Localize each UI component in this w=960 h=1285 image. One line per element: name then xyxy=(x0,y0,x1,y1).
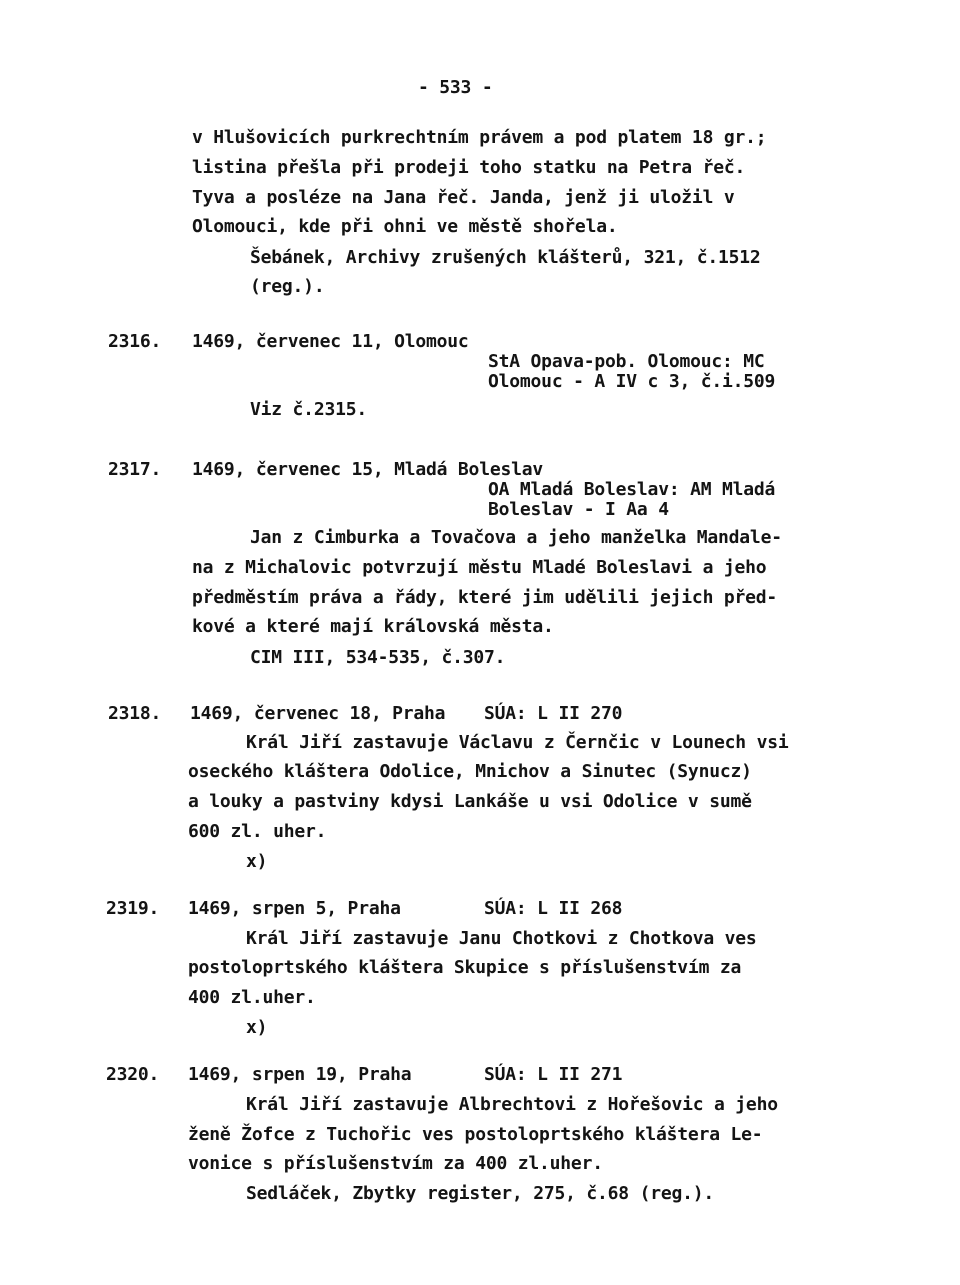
entry-archive: SÚA: L II 268 xyxy=(484,898,623,919)
entry-body-line: kové a které mají královská města. xyxy=(192,616,554,637)
entry-number: 2318. xyxy=(108,703,162,724)
carryover-line: Tyva a posléze na Jana řeč. Janda, jenž ji uložil v xyxy=(192,187,735,208)
entry-archive: SÚA: L II 271 xyxy=(484,1064,623,1085)
entry-body-line: 600 zl. uher. xyxy=(188,821,327,842)
entry-citation: Viz č.2315. xyxy=(250,399,368,420)
carryover-citation: Šebánek, Archivy zrušených klášterů, 321, č.1512 xyxy=(250,247,761,268)
entry-body-line: ženě Žofce z Tuchořic ves postoloprtského kláštera Le- xyxy=(188,1124,763,1145)
entry-archive: Boleslav - I Aa 4 xyxy=(488,499,669,520)
entry-archive: OA Mladá Boleslav: AM Mladá xyxy=(488,479,776,500)
page-number: - 533 - xyxy=(418,77,493,98)
entry-heading: 1469, srpen 19, Praha xyxy=(188,1064,412,1085)
entry-number: 2316. xyxy=(108,331,162,352)
entry-body-line: na z Michalovic potvrzují městu Mladé Boleslavi a jeho xyxy=(192,557,767,578)
carryover-line: v Hlušovicích purkrechtním právem a pod platem 18 gr.; xyxy=(192,127,767,148)
entry-body-line: Jan z Cimburka a Tovačova a jeho manželka Mandale- xyxy=(250,527,782,548)
entry-body-line: Král Jiří zastavuje Václavu z Černčic v Lounech vsi xyxy=(246,732,789,753)
entry-heading: 1469, červenec 18, Praha xyxy=(190,703,446,724)
entry-citation: CIM III, 534-535, č.307. xyxy=(250,647,506,668)
entry-body-line: předměstím práva a řády, které jim udělili jejich před- xyxy=(192,587,778,608)
entry-citation: Sedláček, Zbytky register, 275, č.68 (reg.). xyxy=(246,1183,715,1204)
entry-archive: StA Opava-pob. Olomouc: MC xyxy=(488,351,765,372)
entry-heading: 1469, srpen 5, Praha xyxy=(188,898,401,919)
entry-body-line: Král Jiří zastavuje Janu Chotkovi z Chotkova ves xyxy=(246,928,757,949)
entry-citation: x) xyxy=(246,1017,268,1038)
entry-body-line: vonice s příslušenstvím za 400 zl.uher. xyxy=(188,1153,603,1174)
entry-body-line: postoloprtského kláštera Skupice s příslušenstvím za xyxy=(188,957,742,978)
entry-heading: 1469, červenec 11, Olomouc xyxy=(192,331,469,352)
entry-citation: x) xyxy=(246,851,268,872)
entry-number: 2319. xyxy=(106,898,160,919)
entry-archive: SÚA: L II 270 xyxy=(484,703,623,724)
carryover-line: Olomouci, kde při ohni ve městě shořela. xyxy=(192,216,618,237)
entry-body-line: Král Jiří zastavuje Albrechtovi z Hořešovic a jeho xyxy=(246,1094,778,1115)
entry-number: 2320. xyxy=(106,1064,160,1085)
carryover-line: listina přešla při prodeji toho statku na Petra řeč. xyxy=(192,157,746,178)
entry-heading: 1469, červenec 15, Mladá Boleslav xyxy=(192,459,544,480)
entry-body-line: 400 zl.uher. xyxy=(188,987,316,1008)
entry-archive: Olomouc - A IV c 3, č.i.509 xyxy=(488,371,776,392)
entry-body-line: a louky a pastviny kdysi Lankáše u vsi Odolice v sumě xyxy=(188,791,752,812)
carryover-citation: (reg.). xyxy=(250,276,325,297)
entry-body-line: oseckého kláštera Odolice, Mnichov a Sinutec (Synucz) xyxy=(188,761,752,782)
entry-number: 2317. xyxy=(108,459,162,480)
